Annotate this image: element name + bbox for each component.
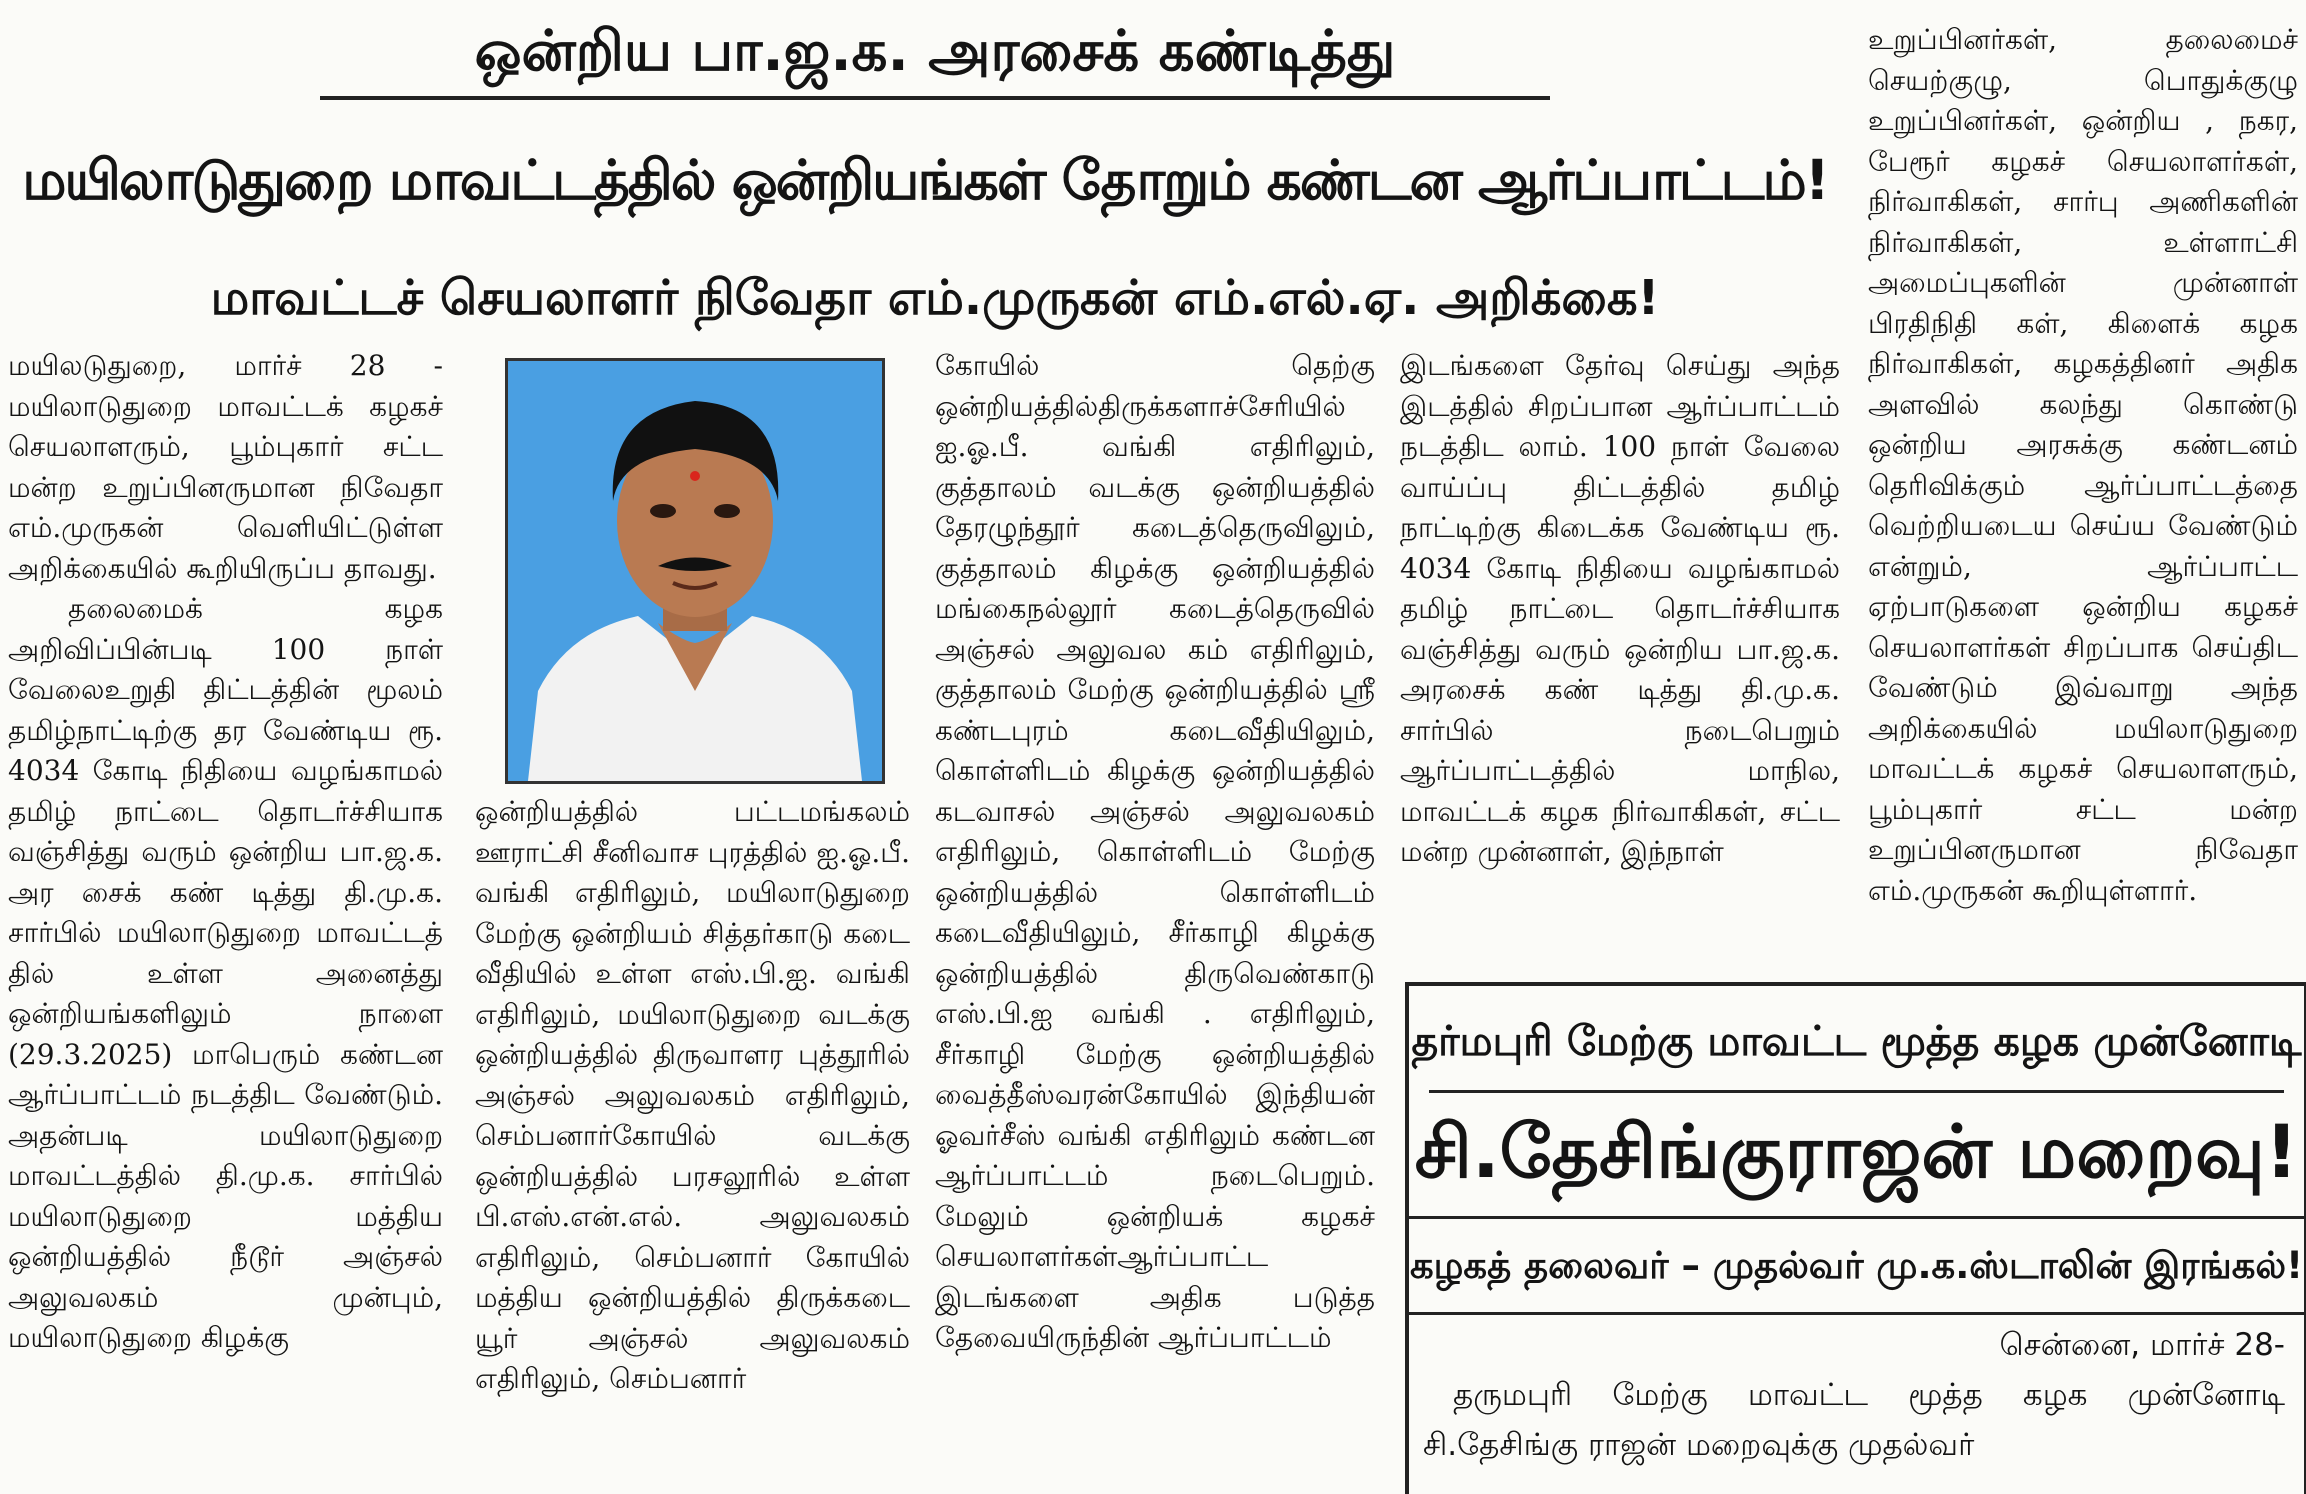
article-column-3: [935, 346, 1375, 1490]
side-story-divider: [1429, 1090, 2284, 1093]
side-story-kicker: தர்மபுரி மேற்கு மாவட்ட மூத்த கழக முன்னோடி: [1411, 1017, 2302, 1065]
portrait-illustration: [508, 361, 882, 781]
article-paragraph: மயிலடுதுறை, மார்ச் 28 - மயிலாடுதுறை மாவட்டக் கழகச் செயலாளரும், பூம்புகார் சட்ட மன்ற உறுப்பினருமான நிவேதா எம்.முருகன் வெளியிட்டுள்ள அறிக்கையில் கூறியிருப்ப தாவது.: [8, 349, 443, 585]
article-column-5: [1868, 20, 2298, 940]
subheadline: மாவட்டச் செயலாளர் நிவேதா எம்.முருகன் எம்.எல்.ஏ. அறிக்கை!: [210, 270, 1660, 326]
main-headline: மயிலாடுதுறை மாவட்டத்தில் ஒன்றியங்கள் தோறும் கண்டன ஆர்ப்பாட்டம்!: [22, 148, 1828, 212]
article-column-4: [1400, 346, 1840, 956]
kicker-headline: ஒன்றிய பா.ஜ.க. அரசைக் கண்டித்து: [474, 19, 1396, 84]
article-paragraph: ஒன்றியத்தில் பட்டமங்கலம் ஊராட்சி சீனிவாச புரத்தில் ஐ.ஓ.பீ. வங்கி எதிரிலும், மயிலாடுதுறை மேற்கு ஒன்றியம் சித்தர்காடு கடை வீதியில் உள்ள எஸ்.பி.ஐ. வங்கி எதிரிலும், மயிலாடுதுறை வடக்கு ஒன்றியத்தில் திருவாளர புத்தூரில் அஞ்சல் அலுவலகம் எதிரிலும், செம்பனார்கோயில் வடக்கு ஒன்றியத்தில் பரசலூரில் உள்ள பி.எஸ்.என்.எல். அலுவலகம் எதிரிலும், செம்பனார் கோயில் மத்திய ஒன்றியத்தில் திருக்கடை யூர் அஞ்சல் அலுவலகம் எதிரிலும், செம்பனார்: [475, 795, 910, 1395]
side-story-body: [1423, 1320, 2285, 1494]
side-story-text: தருமபுரி மேற்கு மாவட்ட மூத்த கழக முன்னோடி சி.தேசிங்கு ராஜன் மறைவுக்கு முதல்வர்: [1423, 1377, 2285, 1463]
side-story-box: [1405, 982, 2306, 1494]
article-paragraph: இடங்களை தேர்வு செய்து அந்த இடத்தில் சிறப்பான ஆர்ப்பாட்டம் நடத்திட லாம். 100 நாள் வேலை வாய்ப்பு திட்டத்தில் தமிழ் நாட்டிற்கு கிடைக்க வேண்டிய ரூ. 4034 கோடி நிதியை வழங்காமல் தமிழ் நாட்டை தொடர்ச்சியாக வஞ்சித்து வரும் ஒன்றிய பா.ஜ.க. அரசைக் கண் டித்து தி.மு.க. சார்பில் நடைபெறும் ஆர்ப்பாட்டத்தில் மாநில, மாவட்டக் கழக நிர்வாகிகள், சட்ட மன்ற முன்னாள், இந்நாள்: [1400, 349, 1840, 868]
article-paragraph: உறுப்பினர்கள், தலைமைச் செயற்குழு, பொதுக்குழு உறுப்பினர்கள், ஒன்றிய , நகர, பேரூர் கழகச் செயலாளர்கள், நிர்வாகிகள், சார்பு அணிகளின் நிர்வாகிகள், உள்ளாட்சி அமைப்புகளின் முன்னாள் பிரதிநிதி கள், கிளைக் கழக நிர்வாகிகள், கழகத்தினர் அதிக அளவில் கலந்து கொண்டு ஒன்றிய அரசுக்கு கண்டனம் தெரிவிக்கும் ஆர்ப்பாட்டத்தை வெற்றியடைய செய்ய வேண்டும் என்றும், ஆர்ப்பாட்ட ஏற்பாடுகளை ஒன்றிய கழகச் செயலாளர்கள் சிறப்பாக செய்திட வேண்டும் இவ்வாறு அந்த அறிக்கையில் மயிலாடுதுறை மாவட்டக் கழகச் செயலாளரும், பூம்புகார் சட்ட மன்ற உறுப்பினருமான நிவேதா எம்.முருகன் கூறியுள்ளார்.: [1868, 23, 2298, 907]
portrait-photo: [505, 358, 885, 784]
article-column-1: [8, 346, 443, 1490]
side-story-title: சி.தேசிங்குராஜன் மறைவு!: [1414, 1110, 2299, 1195]
article-column-2: [475, 792, 910, 1490]
article-paragraph: தலைமைக் கழக அறிவிப்பின்படி 100 நாள் வேலைஉறுதி திட்டத்தின் மூலம் தமிழ்நாட்டிற்கு தர வேண்டிய ரூ. 4034 கோடி நிதியை வழங்காமல் தமிழ் நாட்டை தொடர்ச்சியாக வஞ்சித்து வரும் ஒன்றிய பா.ஜ.க. அர சைக் கண் டித்து தி.மு.க. சார்பில் மயிலாடுதுறை மாவட்டத் தில் உள்ள அனைத்து ஒன்றியங்களிலும் நாளை (29.3.2025) மாபெரும் கண்டன ஆர்ப்பாட்டம் நடத்திட வேண்டும். அதன்படி மயிலாடுதுறை மாவட்டத்தில் தி.மு.க. சார்பில் மயிலாடுதுறை மத்திய ஒன்றியத்தில் நீடூர் அஞ்சல் அலுவலகம் முன்பும், மயிலாடுதுறை கிழக்கு: [8, 592, 443, 1354]
kicker-underline: [320, 96, 1550, 100]
side-story-divider: [1409, 1312, 2304, 1315]
article-paragraph: கோயில் தெற்கு ஒன்றியத்தில்திருக்களாச்சேரியில் ஐ.ஓ.பீ. வங்கி எதிரிலும், குத்தாலம் வடக்கு ஒன்றியத்தில் தேரழுந்தூர் கடைத்தெருவிலும், குத்தாலம் கிழக்கு ஒன்றியத்தில் மங்கைநல்லூர் கடைத்தெருவில் அஞ்சல் அலுவல கம் எதிரிலும், குத்தாலம் மேற்கு ஒன்றியத்தில் ஸ்ரீ கண்டபுரம் கடைவீதியிலும், கொள்ளிடம் கிழக்கு ஒன்றியத்தில் கடவாசல் அஞ்சல் அலுவலகம் எதிரிலும், கொள்ளிடம் மேற்கு ஒன்றியத்தில் கொள்ளிடம் கடைவீதியிலும், சீர்காழி கிழக்கு ஒன்றியத்தில் திருவெண்காடு எஸ்.பி.ஐ வங்கி . எதிரிலும், சீர்காழி மேற்கு ஒன்றியத்தில் வைத்தீஸ்வரன்கோயில் இந்தியன் ஓவர்சீஸ் வங்கி எதிரிலும் கண்டன ஆர்ப்பாட்டம் நடைபெறும். மேலும் ஒன்றியக் கழகச் செயலாளர்கள்ஆர்ப்பாட்ட இடங்களை அதிக படுத்த தேவையிருந்தின் ஆர்ப்பாட்டம்: [935, 349, 1375, 1354]
side-story-divider: [1409, 1216, 2304, 1219]
side-story-dateline: சென்னை, மார்ச் 28-: [1999, 1327, 2285, 1363]
side-story-subtitle: கழகத் தலைவர் – முதல்வர் மு.க.ஸ்டாலின் இரங்கல்!: [1409, 1244, 2304, 1287]
